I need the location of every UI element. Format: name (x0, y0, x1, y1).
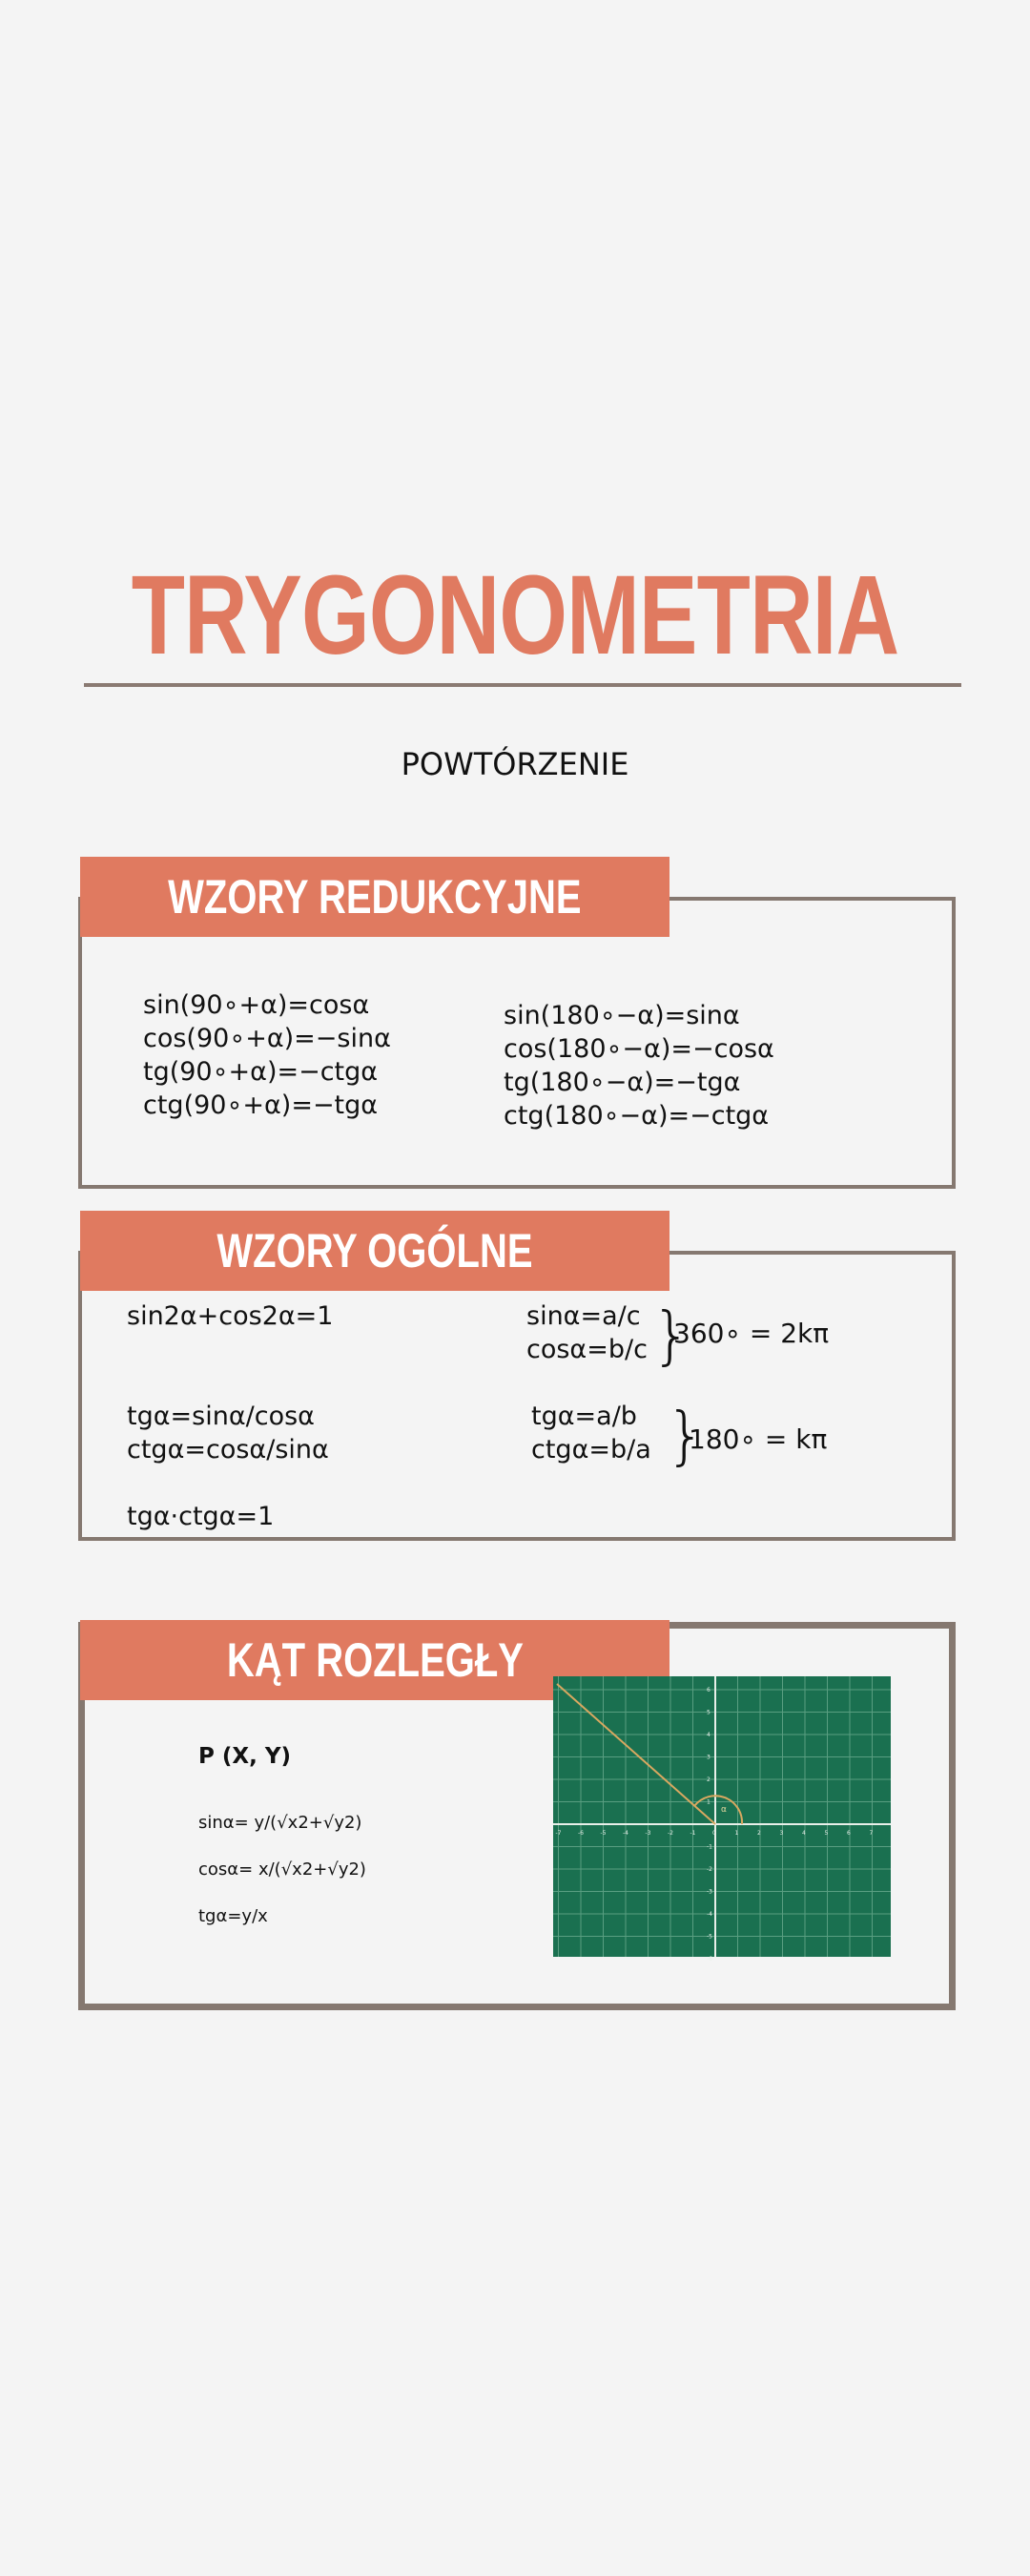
x-tick-label: 4 (802, 1830, 806, 1837)
reduction-heading: WZORY REDUKCYJNE (168, 870, 582, 924)
x-tick-label: -4 (623, 1830, 628, 1837)
general-heading: WZORY OGÓLNE (216, 1224, 533, 1278)
x-tick-label: 2 (757, 1830, 761, 1837)
x-tick-label: -5 (600, 1830, 607, 1837)
x-tick-label: -6 (578, 1830, 584, 1837)
formula-line: ctg(180∘−α)=−ctgα (504, 1101, 770, 1131)
general-section-box (78, 1251, 956, 1541)
period-360: 360∘ = 2kπ (673, 1318, 830, 1349)
formula-line: cos(180∘−α)=−cosα (504, 1034, 774, 1064)
right-brace-icon: } (651, 1298, 691, 1372)
x-tick-label: -3 (645, 1830, 651, 1837)
y-tick-label: -6 (707, 1956, 712, 1963)
x-tick-label: 3 (779, 1830, 784, 1837)
sincos-formulas (526, 1299, 648, 1366)
sin-formula: sinα= y/(√x2+√y2) (198, 1813, 362, 1833)
right-brace-icon: } (666, 1399, 706, 1472)
x-tick-label: 1 (734, 1830, 739, 1837)
pythagorean-identity: sin2α+cos2α=1 (127, 1301, 334, 1331)
formula-line: sin(180∘−α)=sinα (504, 1001, 740, 1030)
formula-line: cos(90∘+α)=−sinα (143, 1024, 391, 1053)
y-tick-label: 4 (707, 1732, 711, 1738)
x-tick-label: -2 (668, 1830, 673, 1837)
formula-line: cosα=b/c (526, 1335, 648, 1364)
y-tick-label: 1 (707, 1798, 711, 1806)
reduction-section-header (80, 857, 670, 937)
x-tick-label: 6 (847, 1830, 851, 1837)
tg-formula: tgα=y/x (198, 1906, 268, 1926)
x-tick-label: 5 (824, 1830, 829, 1837)
obtuse-heading: KĄT ROZLEGŁY (226, 1633, 524, 1687)
reduction-right-formulas (504, 999, 774, 1132)
formula-line: tgα=sinα/cosα (127, 1402, 315, 1431)
formula-line: sinα=a/c (526, 1301, 641, 1331)
formula-line: tgα=a/b (531, 1402, 637, 1431)
y-tick-label: 6 (707, 1687, 711, 1693)
formula-line: ctgα=b/a (531, 1435, 651, 1465)
cos-formula: cosα= x/(√x2+√y2) (198, 1859, 366, 1880)
graph-angle-label: α (721, 1805, 727, 1815)
x-tick-label: -1 (690, 1830, 696, 1837)
product-formula: tgα·ctgα=1 (127, 1502, 275, 1531)
formula-line: sin(90∘+α)=cosα (143, 990, 370, 1020)
x-tick-label: 0 (712, 1830, 716, 1837)
y-tick-label: -3 (707, 1888, 712, 1896)
page-subtitle: POWTÓRZENIE (401, 746, 629, 782)
y-tick-label: -1 (707, 1843, 712, 1851)
y-tick-label: -4 (707, 1911, 712, 1918)
ratio-formulas (127, 1400, 329, 1466)
tgctg-formulas (531, 1400, 651, 1466)
x-tick-label: -7 (555, 1830, 562, 1837)
y-tick-label: 5 (707, 1709, 711, 1716)
reduction-left-formulas (143, 988, 391, 1122)
formula-line: ctgα=cosα/sinα (127, 1435, 329, 1465)
title-divider (84, 683, 961, 687)
y-tick-label: 2 (707, 1776, 711, 1783)
point-label: P (X, Y) (198, 1744, 292, 1769)
formula-line: tg(90∘+α)=−ctgα (143, 1057, 379, 1087)
formula-line: tg(180∘−α)=−tgα (504, 1068, 741, 1097)
period-180: 180∘ = kπ (689, 1423, 828, 1455)
y-tick-label: -2 (707, 1866, 712, 1873)
page-title: TRYGONOMETRIA (131, 552, 899, 678)
y-tick-label: 3 (707, 1754, 711, 1761)
coordinate-board-image (553, 1676, 891, 1963)
y-tick-label: -5 (707, 1933, 712, 1941)
general-section-header (80, 1211, 670, 1291)
x-tick-label: 7 (869, 1830, 874, 1837)
formula-line: ctg(90∘+α)=−tgα (143, 1091, 379, 1120)
